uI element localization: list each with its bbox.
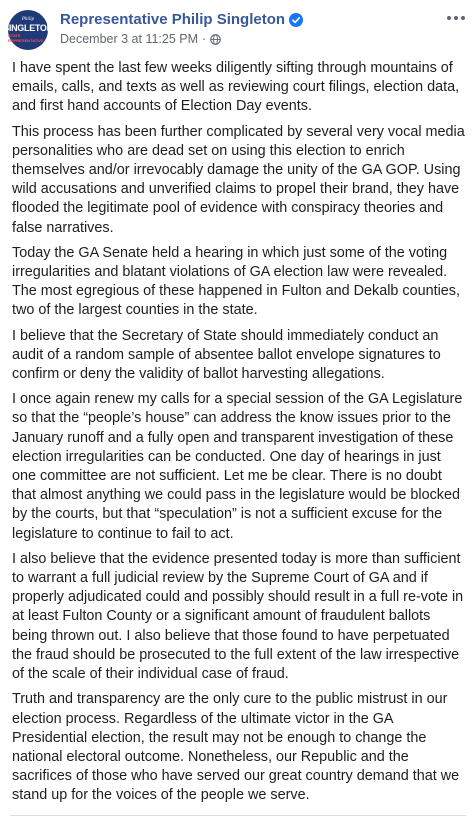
post-timestamp[interactable]: December 3 at 11:25 PM	[60, 32, 199, 46]
post-body	[12, 59, 466, 812]
divider	[10, 815, 466, 816]
post-paragraph: Today the GA Senate held a hearing in which just some of the voting irregularities and blatant violations of GA election law were revealed. The most egregious of these happened in Fulton and Dekalb counties, two of the largest counties in the state.	[12, 244, 460, 319]
avatar-line2: SINGLETON	[3, 23, 53, 33]
post-paragraph: Truth and transparency are the only cure to the public mistrust in our election process. Regardless of the ultimate victor in the GA Presidential election, the result may not be enough to change the national electoral outcome. Nonetheless, our Republic and the sacrifices of those who have served our great country demand that we stand up for the voices of the people we serve.	[12, 691, 460, 804]
avatar[interactable]	[3, 10, 53, 50]
verified-badge-icon	[289, 13, 303, 27]
more-options-icon[interactable]	[444, 10, 468, 26]
post-paragraph: I believe that the Secretary of State should immediately conduct an audit of a random sample of absentee ballot envelope signatures to confirm or deny the validity of ballot harvesting allegations.	[12, 327, 441, 383]
post-header	[3, 8, 468, 52]
avatar-line3: STATE REPRESENTATIVE	[8, 33, 44, 43]
meta-separator: ·	[202, 32, 207, 46]
author-row	[60, 11, 303, 28]
post-paragraph: I have spent the last few weeks diligently sifting through mountains of emails, calls, and texts as well as reviewing court filings, election data, and first hand accounts of Election Day events.	[12, 60, 460, 115]
post-paragraph: This process has been further complicated by several very vocal media personalities who are dead set on using this election to enrich themselves and/or irrevocably damage the unity of the GA GOP. Using wild accusations and unverified claims to propel their brand, they have flooded the legitimate pool of evidence with conspiracy theories and false narratives.	[12, 123, 465, 236]
avatar-line1: Philip	[21, 17, 35, 22]
author-name[interactable]: Representative Philip Singleton	[60, 11, 286, 28]
post-paragraph: I once again renew my calls for a special session of the GA Legislature so that the “people’s house” can address the know issues prior to the January runoff and a fully open and transparent investigation of these election irregularities can be conducted. One day of hearings in just one committee are not sufficient. Let me be clear. There is no doubt that almost anything we could pass in the legislature would be blocked by the courts, but that “speculation” is not a sufficient excuse for the legislature to continue to fail to act.	[12, 391, 463, 542]
globe-icon[interactable]	[210, 34, 221, 45]
post-paragraph: I also believe that the evidence presented today is more than sufficient to warrant a full judicial review by the Supreme Court of GA and if properly adjudicated could and possibly should result in a full re-vote in at least Fulton County or a significant amount of fraudulent ballots being thrown out. I also believe that those found to have perpetuated the fraud should be prosecuted to the full extent of the law irrespective of the scale of their individual case of fraud.	[12, 550, 464, 683]
post-meta	[60, 32, 221, 46]
